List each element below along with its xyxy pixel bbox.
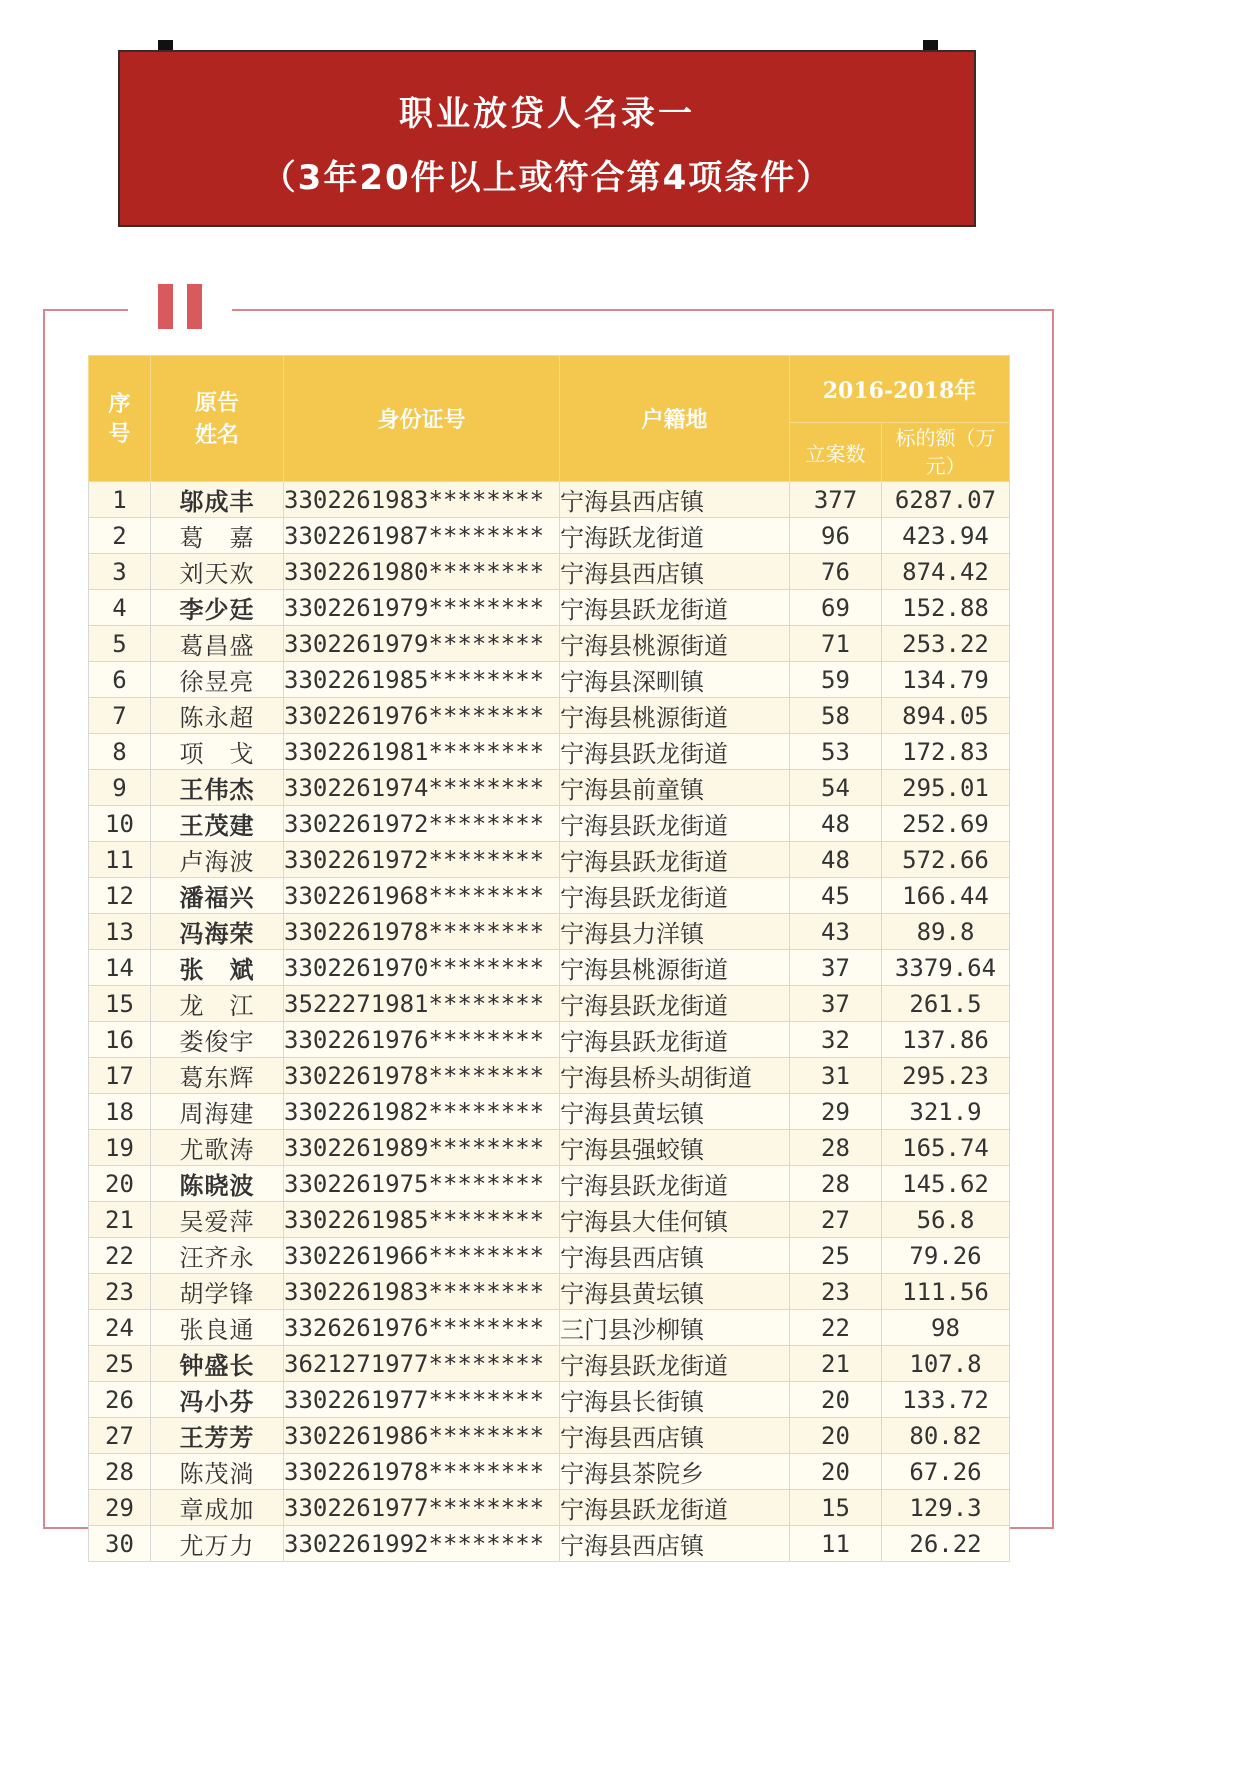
cell-seq: 20 <box>89 1166 151 1202</box>
table-row <box>89 518 1010 554</box>
cell-id-number: 3302261979******** <box>284 626 560 662</box>
cell-id-number: 3302261977******** <box>284 1490 560 1526</box>
cell-domicile: 宁海县黄坛镇 <box>560 1094 790 1130</box>
table-row <box>89 878 1010 914</box>
cell-amount: 321.9 <box>882 1094 1010 1130</box>
cell-amount: 295.23 <box>882 1058 1010 1094</box>
cell-domicile: 宁海县跃龙街道 <box>560 878 790 914</box>
cell-name: 娄俊宇 <box>151 1022 284 1058</box>
cell-id-number: 3302261981******** <box>284 734 560 770</box>
cell-name: 尤万力 <box>151 1526 284 1562</box>
cell-name: 吴爱萍 <box>151 1202 284 1238</box>
table-row <box>89 1454 1010 1490</box>
cell-domicile: 宁海县跃龙街道 <box>560 1022 790 1058</box>
section-mark-bar-left <box>158 284 173 329</box>
cell-name: 葛东辉 <box>151 1058 284 1094</box>
cell-case-count: 20 <box>790 1382 882 1418</box>
cell-id-number: 3302261985******** <box>284 1202 560 1238</box>
frame-gap <box>128 300 232 320</box>
cell-case-count: 71 <box>790 626 882 662</box>
cell-name: 章成加 <box>151 1490 284 1526</box>
cell-case-count: 21 <box>790 1346 882 1382</box>
cell-seq: 21 <box>89 1202 151 1238</box>
col-header-cases-text: 立案数 <box>805 441 866 466</box>
col-header-amount-text: 标的额（万元） <box>895 426 996 478</box>
table-row <box>89 1166 1010 1202</box>
cell-case-count: 27 <box>790 1202 882 1238</box>
cell-amount: 261.5 <box>882 986 1010 1022</box>
cell-case-count: 96 <box>790 518 882 554</box>
cell-amount: 80.82 <box>882 1418 1010 1454</box>
cell-id-number: 3522271981******** <box>284 986 560 1022</box>
cell-domicile: 宁海县西店镇 <box>560 1238 790 1274</box>
col-header-seq-text: 序号 <box>108 390 131 447</box>
table-row <box>89 1094 1010 1130</box>
cell-id-number: 3302261978******** <box>284 1454 560 1490</box>
cell-name: 冯小芬 <box>151 1382 284 1418</box>
cell-name: 卢海波 <box>151 842 284 878</box>
cell-seq: 18 <box>89 1094 151 1130</box>
cell-name: 潘福兴 <box>151 878 284 914</box>
cell-domicile: 宁海县跃龙街道 <box>560 806 790 842</box>
cell-case-count: 377 <box>790 482 882 518</box>
cell-amount: 79.26 <box>882 1238 1010 1274</box>
cell-amount: 129.3 <box>882 1490 1010 1526</box>
cell-domicile: 宁海县深甽镇 <box>560 662 790 698</box>
cell-id-number: 3302261976******** <box>284 698 560 734</box>
cell-domicile: 宁海跃龙街道 <box>560 518 790 554</box>
cell-seq: 4 <box>89 590 151 626</box>
cell-amount: 295.01 <box>882 770 1010 806</box>
cell-name: 王芳芳 <box>151 1418 284 1454</box>
col-header-domicile-text: 户籍地 <box>641 407 708 433</box>
cell-case-count: 28 <box>790 1166 882 1202</box>
cell-name: 陈晓波 <box>151 1166 284 1202</box>
cell-id-number: 3302261987******** <box>284 518 560 554</box>
table-row <box>89 734 1010 770</box>
cell-name: 王伟杰 <box>151 770 284 806</box>
cell-case-count: 11 <box>790 1526 882 1562</box>
col-header-id <box>284 356 560 482</box>
cell-case-count: 32 <box>790 1022 882 1058</box>
cell-id-number: 3302261983******** <box>284 1274 560 1310</box>
table-row <box>89 1346 1010 1382</box>
cell-seq: 9 <box>89 770 151 806</box>
page-subtitle: （3年20件以上或符合第4项条件） <box>261 158 833 198</box>
cell-id-number: 3302261989******** <box>284 1130 560 1166</box>
table-row <box>89 590 1010 626</box>
table-row <box>89 914 1010 950</box>
cell-case-count: 23 <box>790 1274 882 1310</box>
cell-case-count: 20 <box>790 1418 882 1454</box>
table-row <box>89 554 1010 590</box>
cell-id-number: 3326261976******** <box>284 1310 560 1346</box>
cell-case-count: 53 <box>790 734 882 770</box>
table-row <box>89 986 1010 1022</box>
cell-seq: 16 <box>89 1022 151 1058</box>
cell-case-count: 58 <box>790 698 882 734</box>
cell-domicile: 宁海县桃源街道 <box>560 950 790 986</box>
table-row <box>89 770 1010 806</box>
cell-seq: 27 <box>89 1418 151 1454</box>
cell-domicile: 宁海县黄坛镇 <box>560 1274 790 1310</box>
cell-amount: 26.22 <box>882 1526 1010 1562</box>
cell-id-number: 3302261992******** <box>284 1526 560 1562</box>
table-row <box>89 482 1010 518</box>
cell-case-count: 76 <box>790 554 882 590</box>
cell-domicile: 宁海县跃龙街道 <box>560 1490 790 1526</box>
cell-domicile: 三门县沙柳镇 <box>560 1310 790 1346</box>
cell-seq: 17 <box>89 1058 151 1094</box>
cell-case-count: 28 <box>790 1130 882 1166</box>
cell-domicile: 宁海县桥头胡街道 <box>560 1058 790 1094</box>
cell-id-number: 3302261970******** <box>284 950 560 986</box>
cell-name: 张良通 <box>151 1310 284 1346</box>
cell-case-count: 48 <box>790 806 882 842</box>
cell-name: 陈茂淌 <box>151 1454 284 1490</box>
cell-name: 周海建 <box>151 1094 284 1130</box>
cell-case-count: 15 <box>790 1490 882 1526</box>
cell-id-number: 3302261968******** <box>284 878 560 914</box>
cell-seq: 22 <box>89 1238 151 1274</box>
table-row <box>89 662 1010 698</box>
cell-name: 胡学锋 <box>151 1274 284 1310</box>
cell-amount: 67.26 <box>882 1454 1010 1490</box>
cell-seq: 7 <box>89 698 151 734</box>
cell-seq: 11 <box>89 842 151 878</box>
col-header-seq <box>89 356 151 482</box>
cell-amount: 423.94 <box>882 518 1010 554</box>
col-header-name <box>151 356 284 482</box>
cell-seq: 23 <box>89 1274 151 1310</box>
cell-name: 徐昱亮 <box>151 662 284 698</box>
cell-seq: 26 <box>89 1382 151 1418</box>
lender-table <box>88 355 1010 1562</box>
cell-seq: 8 <box>89 734 151 770</box>
title-banner <box>118 50 976 227</box>
col-header-period-text: 2016-2018年 <box>822 377 977 404</box>
cell-domicile: 宁海县茶院乡 <box>560 1454 790 1490</box>
cell-name: 尤歌涛 <box>151 1130 284 1166</box>
table-row <box>89 1490 1010 1526</box>
cell-id-number: 3302261978******** <box>284 1058 560 1094</box>
table-row <box>89 1202 1010 1238</box>
cell-id-number: 3302261972******** <box>284 842 560 878</box>
table-row <box>89 698 1010 734</box>
table-row <box>89 950 1010 986</box>
table-row <box>89 1382 1010 1418</box>
cell-seq: 1 <box>89 482 151 518</box>
cell-seq: 19 <box>89 1130 151 1166</box>
table-row <box>89 1130 1010 1166</box>
cell-amount: 133.72 <box>882 1382 1010 1418</box>
section-mark-bar-right <box>187 284 202 329</box>
cell-name: 张 斌 <box>151 950 284 986</box>
cell-id-number: 3302261975******** <box>284 1166 560 1202</box>
cell-name: 项 戈 <box>151 734 284 770</box>
cell-amount: 252.69 <box>882 806 1010 842</box>
cell-seq: 2 <box>89 518 151 554</box>
cell-seq: 28 <box>89 1454 151 1490</box>
cell-seq: 5 <box>89 626 151 662</box>
cell-name: 龙 江 <box>151 986 284 1022</box>
cell-name: 陈永超 <box>151 698 284 734</box>
cell-case-count: 48 <box>790 842 882 878</box>
cell-case-count: 25 <box>790 1238 882 1274</box>
table-row <box>89 842 1010 878</box>
col-header-amount <box>882 423 1010 482</box>
cell-amount: 172.83 <box>882 734 1010 770</box>
cell-domicile: 宁海县跃龙街道 <box>560 842 790 878</box>
cell-amount: 253.22 <box>882 626 1010 662</box>
cell-seq: 6 <box>89 662 151 698</box>
table-row <box>89 1310 1010 1346</box>
cell-seq: 25 <box>89 1346 151 1382</box>
cell-domicile: 宁海县跃龙街道 <box>560 590 790 626</box>
cell-name: 汪齐永 <box>151 1238 284 1274</box>
table-row <box>89 1418 1010 1454</box>
cell-seq: 14 <box>89 950 151 986</box>
cell-amount: 152.88 <box>882 590 1010 626</box>
cell-id-number: 3302261972******** <box>284 806 560 842</box>
cell-seq: 12 <box>89 878 151 914</box>
cell-amount: 572.66 <box>882 842 1010 878</box>
cell-domicile: 宁海县大佳何镇 <box>560 1202 790 1238</box>
cell-amount: 894.05 <box>882 698 1010 734</box>
cell-amount: 6287.07 <box>882 482 1010 518</box>
col-header-cases <box>790 423 882 482</box>
cell-domicile: 宁海县跃龙街道 <box>560 734 790 770</box>
cell-domicile: 宁海县前童镇 <box>560 770 790 806</box>
cell-domicile: 宁海县西店镇 <box>560 1526 790 1562</box>
cell-amount: 107.8 <box>882 1346 1010 1382</box>
table-row <box>89 626 1010 662</box>
cell-amount: 3379.64 <box>882 950 1010 986</box>
cell-seq: 15 <box>89 986 151 1022</box>
cell-domicile: 宁海县跃龙街道 <box>560 1346 790 1382</box>
cell-seq: 13 <box>89 914 151 950</box>
cell-case-count: 37 <box>790 986 882 1022</box>
table-row <box>89 1058 1010 1094</box>
cell-seq: 3 <box>89 554 151 590</box>
table-row <box>89 1238 1010 1274</box>
col-header-name-text: 原告姓名 <box>194 389 239 448</box>
cell-id-number: 3302261977******** <box>284 1382 560 1418</box>
cell-amount: 874.42 <box>882 554 1010 590</box>
cell-amount: 166.44 <box>882 878 1010 914</box>
cell-amount: 137.86 <box>882 1022 1010 1058</box>
table-row <box>89 1526 1010 1562</box>
cell-id-number: 3302261976******** <box>284 1022 560 1058</box>
cell-case-count: 43 <box>790 914 882 950</box>
cell-domicile: 宁海县跃龙街道 <box>560 986 790 1022</box>
cell-seq: 10 <box>89 806 151 842</box>
cell-domicile: 宁海县桃源街道 <box>560 626 790 662</box>
cell-name: 邬成丰 <box>151 482 284 518</box>
table-body <box>89 482 1010 1562</box>
cell-domicile: 宁海县长街镇 <box>560 1382 790 1418</box>
col-header-period <box>790 356 1010 423</box>
col-header-id-text: 身份证号 <box>377 407 466 433</box>
cell-domicile: 宁海县西店镇 <box>560 554 790 590</box>
cell-name: 冯海荣 <box>151 914 284 950</box>
cell-name: 钟盛长 <box>151 1346 284 1382</box>
cell-id-number: 3302261979******** <box>284 590 560 626</box>
cell-domicile: 宁海县强蛟镇 <box>560 1130 790 1166</box>
cell-amount: 98 <box>882 1310 1010 1346</box>
cell-domicile: 宁海县西店镇 <box>560 1418 790 1454</box>
cell-case-count: 20 <box>790 1454 882 1490</box>
cell-amount: 145.62 <box>882 1166 1010 1202</box>
cell-id-number: 3302261980******** <box>284 554 560 590</box>
table-row <box>89 1022 1010 1058</box>
cell-domicile: 宁海县跃龙街道 <box>560 1166 790 1202</box>
cell-case-count: 54 <box>790 770 882 806</box>
cell-id-number: 3302261985******** <box>284 662 560 698</box>
cell-amount: 165.74 <box>882 1130 1010 1166</box>
cell-domicile: 宁海县桃源街道 <box>560 698 790 734</box>
cell-name: 刘天欢 <box>151 554 284 590</box>
cell-case-count: 69 <box>790 590 882 626</box>
cell-name: 王茂建 <box>151 806 284 842</box>
cell-id-number: 3302261978******** <box>284 914 560 950</box>
col-header-domicile <box>560 356 790 482</box>
page-title: 职业放贷人名录一 <box>399 94 695 134</box>
cell-seq: 29 <box>89 1490 151 1526</box>
cell-name: 葛昌盛 <box>151 626 284 662</box>
cell-amount: 89.8 <box>882 914 1010 950</box>
cell-id-number: 3302261986******** <box>284 1418 560 1454</box>
table-row <box>89 1274 1010 1310</box>
cell-seq: 24 <box>89 1310 151 1346</box>
cell-domicile: 宁海县力洋镇 <box>560 914 790 950</box>
cell-id-number: 3302261982******** <box>284 1094 560 1130</box>
cell-name: 李少廷 <box>151 590 284 626</box>
cell-name: 葛 嘉 <box>151 518 284 554</box>
cell-id-number: 3302261974******** <box>284 770 560 806</box>
cell-id-number: 3302261983******** <box>284 482 560 518</box>
cell-case-count: 37 <box>790 950 882 986</box>
cell-id-number: 3302261966******** <box>284 1238 560 1274</box>
cell-case-count: 31 <box>790 1058 882 1094</box>
cell-domicile: 宁海县西店镇 <box>560 482 790 518</box>
cell-seq: 30 <box>89 1526 151 1562</box>
cell-amount: 134.79 <box>882 662 1010 698</box>
cell-case-count: 45 <box>790 878 882 914</box>
cell-amount: 56.8 <box>882 1202 1010 1238</box>
cell-amount: 111.56 <box>882 1274 1010 1310</box>
cell-case-count: 59 <box>790 662 882 698</box>
cell-case-count: 29 <box>790 1094 882 1130</box>
cell-case-count: 22 <box>790 1310 882 1346</box>
cell-id-number: 3621271977******** <box>284 1346 560 1382</box>
table-row <box>89 806 1010 842</box>
